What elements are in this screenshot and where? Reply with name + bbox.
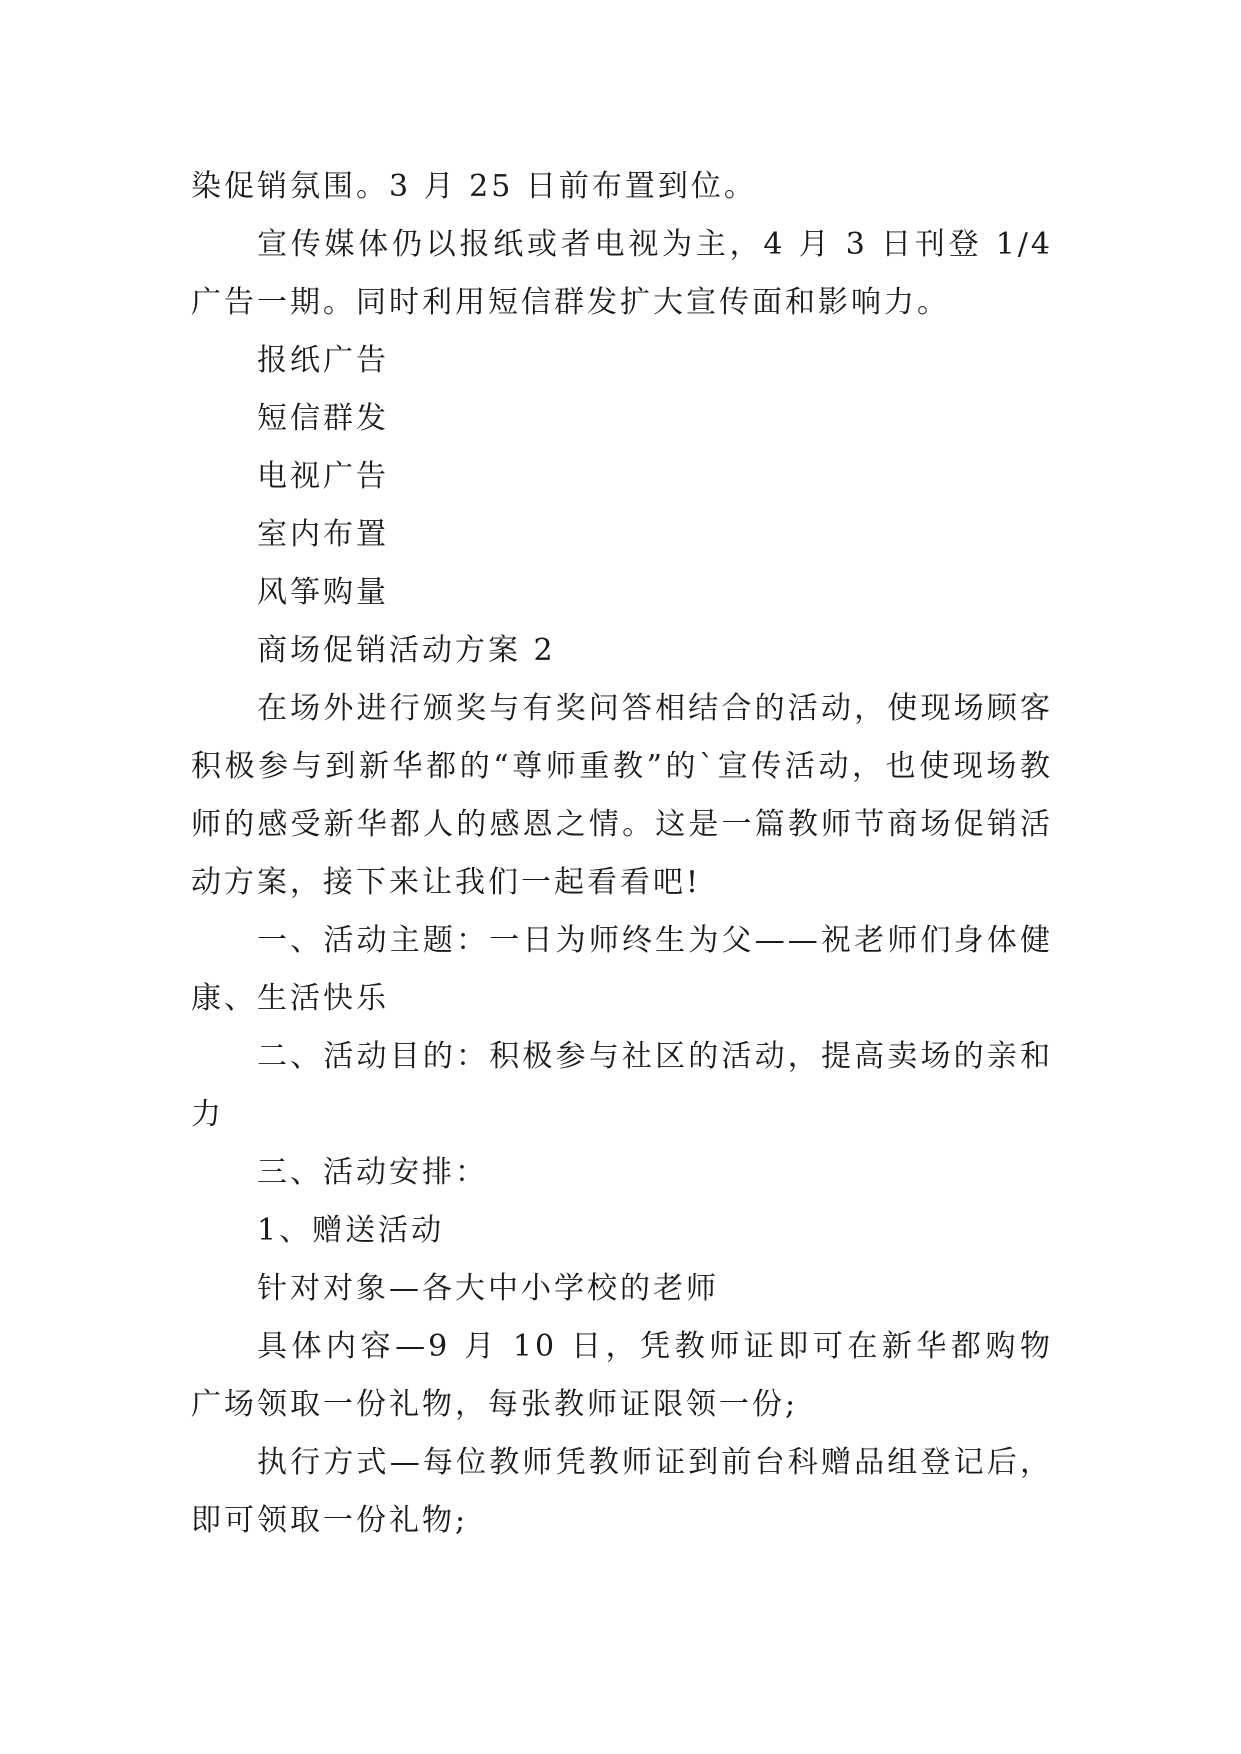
document-body <box>191 158 1053 1550</box>
paragraph: 三、活动安排： <box>257 1155 488 1190</box>
paragraph: 执行方式—每位教师凭教师证到前台科赠品组登记后，即可领取一份礼物; <box>191 1445 1053 1538</box>
paragraph: 二、活动目的：积极参与社区的活动，提高卖场的亲和力 <box>191 1039 1053 1132</box>
list-item: 室内布置 <box>257 517 389 552</box>
list-item: 短信群发 <box>257 401 389 436</box>
paragraph: 宣传媒体仍以报纸或者电视为主，4 月 3 日刊登 1/4 广告一期。同时利用短信群发扩大宣传面和影响力。 <box>191 227 1053 320</box>
paragraph: 一、活动主题：一日为师终生为父——祝老师们身体健康、生活快乐 <box>191 923 1053 1016</box>
paragraph: 针对对象—各大中小学校的老师 <box>257 1271 719 1306</box>
paragraph: 1、赠送活动 <box>257 1213 445 1248</box>
list-item: 电视广告 <box>257 459 389 494</box>
paragraph: 染促销氛围。3 月 25 日前布置到位。 <box>191 169 757 204</box>
section-heading: 商场促销活动方案 2 <box>257 633 556 668</box>
list-item: 风筝购量 <box>257 575 389 610</box>
list-item: 报纸广告 <box>257 343 389 378</box>
paragraph: 具体内容—9 月 10 日，凭教师证即可在新华都购物广场领取一份礼物，每张教师证限领一份; <box>191 1329 1053 1422</box>
paragraph: 在场外进行颁奖与有奖问答相结合的活动，使现场顾客积极参与到新华都的“尊师重教”的`宣传活动，也使现场教师的感受新华都人的感恩之情。这是一篇教师节商场促销活动方案，接下来让我们一起看看吧! <box>191 691 1053 900</box>
